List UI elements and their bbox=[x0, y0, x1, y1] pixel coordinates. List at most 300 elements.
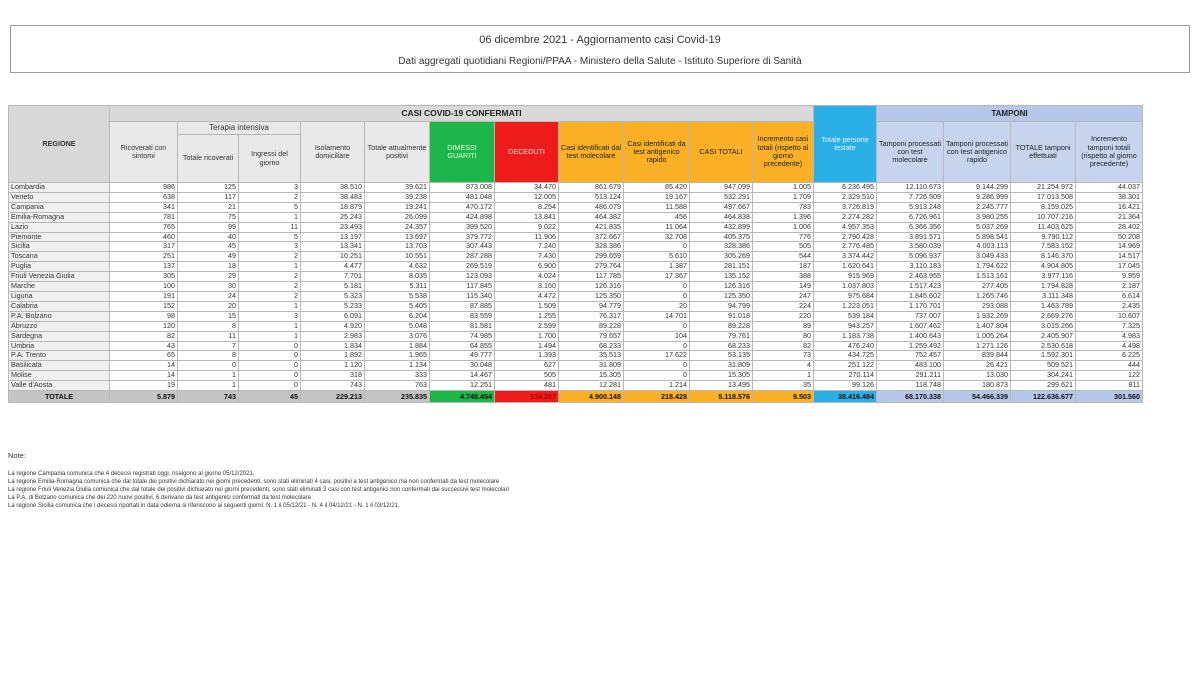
table-cell: 35 bbox=[753, 381, 814, 391]
group-casi-confermati: CASI COVID-19 CONFERMATI bbox=[110, 106, 814, 122]
table-cell: 4.983 bbox=[1076, 331, 1143, 341]
table-cell: 279.764 bbox=[559, 262, 624, 272]
col-ti-totale: Totale ricoverati bbox=[178, 135, 239, 183]
table-cell: 9.790.112 bbox=[1011, 232, 1076, 242]
table-cell: 1.006 bbox=[753, 222, 814, 232]
table-cell: 456 bbox=[624, 212, 690, 222]
table-cell: 7.325 bbox=[1076, 321, 1143, 331]
table-body bbox=[9, 183, 1143, 403]
table-cell: 21 bbox=[178, 202, 239, 212]
table-cell: 4.904.805 bbox=[1011, 262, 1076, 272]
table-cell: 126.316 bbox=[559, 282, 624, 292]
table-cell: 5.405 bbox=[365, 301, 430, 311]
table-cell: 1 bbox=[178, 371, 239, 381]
table-cell: 943.257 bbox=[814, 321, 877, 331]
table-cell: 247 bbox=[753, 291, 814, 301]
table-cell: 31.809 bbox=[559, 361, 624, 371]
table-cell: 509.521 bbox=[1011, 361, 1076, 371]
table-cell: 1.037.803 bbox=[814, 282, 877, 292]
table-cell: 0 bbox=[239, 351, 301, 361]
table-row bbox=[9, 291, 1143, 301]
total-cell: 5.118.576 bbox=[690, 391, 753, 403]
table-cell: 3.580.039 bbox=[877, 242, 944, 252]
table-cell: 486.079 bbox=[559, 202, 624, 212]
table-cell: 328.386 bbox=[559, 242, 624, 252]
table-cell: 10.707.216 bbox=[1011, 212, 1076, 222]
table-cell: 99.126 bbox=[814, 381, 877, 391]
table-cell: 99 bbox=[178, 222, 239, 232]
table-cell: 17.013.508 bbox=[1011, 192, 1076, 202]
table-cell: 0 bbox=[239, 361, 301, 371]
table-cell: 126.316 bbox=[690, 282, 753, 292]
table-cell: 281.151 bbox=[690, 262, 753, 272]
table-cell: 40 bbox=[178, 232, 239, 242]
table-row bbox=[9, 321, 1143, 331]
total-cell: 54.466.339 bbox=[944, 391, 1011, 403]
table-cell: 307.443 bbox=[430, 242, 495, 252]
table-cell: 100 bbox=[110, 282, 178, 292]
table-cell: 464.838 bbox=[690, 212, 753, 222]
table-cell: 2 bbox=[239, 291, 301, 301]
region-name-cell: Basilicata bbox=[9, 361, 110, 371]
table-cell: 10.607 bbox=[1076, 311, 1143, 321]
region-name-cell: Campania bbox=[9, 202, 110, 212]
table-cell: 1 bbox=[178, 381, 239, 391]
note-line: La regione Campania comunica che 4 decessi registrati oggi, risalgono al giorno 05/12/2021. bbox=[8, 471, 255, 477]
table-cell: 6.366.356 bbox=[877, 222, 944, 232]
group-tamponi: TAMPONI bbox=[877, 106, 1143, 122]
table-row bbox=[9, 183, 1143, 193]
table-cell: 1.396 bbox=[753, 212, 814, 222]
table-cell: 3.977.116 bbox=[1011, 272, 1076, 282]
table-cell: 1.845.602 bbox=[877, 291, 944, 301]
report-header bbox=[10, 25, 1190, 73]
total-cell: 45 bbox=[239, 391, 301, 403]
table-cell: 17.622 bbox=[624, 351, 690, 361]
table-cell: 737.007 bbox=[877, 311, 944, 321]
table-cell: 14.517 bbox=[1076, 252, 1143, 262]
table-cell: 80 bbox=[753, 331, 814, 341]
table-cell: 1.463.789 bbox=[1011, 301, 1076, 311]
table-cell: 49 bbox=[178, 252, 239, 262]
table-cell: 79.657 bbox=[559, 331, 624, 341]
total-cell: 301.560 bbox=[1076, 391, 1143, 403]
table-cell: 135.152 bbox=[690, 272, 753, 282]
table-cell: 64.855 bbox=[430, 341, 495, 351]
table-cell: 873.008 bbox=[430, 183, 495, 193]
table-cell: 291.211 bbox=[877, 371, 944, 381]
table-cell: 986 bbox=[110, 183, 178, 193]
table-cell: 8.035 bbox=[365, 272, 430, 282]
table-row bbox=[9, 341, 1143, 351]
table-cell: 1.620.641 bbox=[814, 262, 877, 272]
table-cell: 25.243 bbox=[301, 212, 365, 222]
table-cell: 743 bbox=[301, 381, 365, 391]
table-cell: 9.286.999 bbox=[944, 192, 1011, 202]
table-cell: 2.983 bbox=[301, 331, 365, 341]
table-cell: 421.835 bbox=[559, 222, 624, 232]
col-attualmente-positivi: Totale attualmente positivi bbox=[365, 122, 430, 183]
table-cell: 3.374.442 bbox=[814, 252, 877, 262]
table-cell: 1.170.701 bbox=[877, 301, 944, 311]
total-cell: 235.835 bbox=[365, 391, 430, 403]
table-cell: 1.407.804 bbox=[944, 321, 1011, 331]
table-cell: 4 bbox=[753, 361, 814, 371]
table-cell: 13.703 bbox=[365, 242, 430, 252]
table-cell: 839.844 bbox=[944, 351, 1011, 361]
table-cell: 85.420 bbox=[624, 183, 690, 193]
col-dimessi-guariti: DIMESSI GUARITI bbox=[430, 122, 495, 183]
table-cell: 3 bbox=[239, 242, 301, 252]
table-cell: 915.969 bbox=[814, 272, 877, 282]
table-cell: 1 bbox=[239, 301, 301, 311]
table-cell: 75 bbox=[178, 212, 239, 222]
table-row bbox=[9, 262, 1143, 272]
table-cell: 31.809 bbox=[690, 361, 753, 371]
table-cell: 1.517.423 bbox=[877, 282, 944, 292]
total-cell: 134.287 bbox=[495, 391, 559, 403]
table-cell: 11.064 bbox=[624, 222, 690, 232]
col-tamponi-incremento: Incremento tamponi totali (rispetto al giorno precedente) bbox=[1076, 122, 1143, 183]
col-casi-totali: CASI TOTALI bbox=[690, 122, 753, 183]
table-cell: 13.841 bbox=[495, 212, 559, 222]
col-ti-ingressi: Ingressi del giorno bbox=[239, 135, 301, 183]
table-cell: 8 bbox=[178, 351, 239, 361]
table-cell: 251 bbox=[110, 252, 178, 262]
table-cell: 11.588 bbox=[624, 202, 690, 212]
table-cell: 1.607.462 bbox=[877, 321, 944, 331]
table-cell: 122 bbox=[1076, 371, 1143, 381]
table-cell: 2 bbox=[239, 272, 301, 282]
table-cell: 481 bbox=[495, 381, 559, 391]
table-cell: 3.110.183 bbox=[877, 262, 944, 272]
table-cell: 4.472 bbox=[495, 291, 559, 301]
table-cell: 83.559 bbox=[430, 311, 495, 321]
table-cell: 1.834 bbox=[301, 341, 365, 351]
notes-section bbox=[8, 452, 1108, 510]
table-cell: 220 bbox=[753, 311, 814, 321]
table-cell: 20 bbox=[624, 301, 690, 311]
table-cell: 82 bbox=[753, 341, 814, 351]
table-cell: 115.340 bbox=[430, 291, 495, 301]
table-cell: 2.776.485 bbox=[814, 242, 877, 252]
note-line: La regione Emilia-Romagna comunica che dal totale dei positivi dichiarato nei giorni precedenti, sono stati eliminati 4 casi, positivi a test antigenico ma non confermati da test molecolare bbox=[8, 479, 500, 485]
table-cell: 53.135 bbox=[690, 351, 753, 361]
table-cell: 12.110.673 bbox=[877, 183, 944, 193]
table-cell: 505 bbox=[495, 371, 559, 381]
table-row bbox=[9, 232, 1143, 242]
table-cell: 1.259.492 bbox=[877, 341, 944, 351]
table-cell: 5.898.541 bbox=[944, 232, 1011, 242]
table-cell: 30.048 bbox=[430, 361, 495, 371]
col-persone-testate: Totale persone testate bbox=[814, 106, 877, 183]
note-line: La regione Friuli Venezia Giulia comunica che dal totale dei positivi dichiarato nei giorni precedenti, sono stati eliminati 3 casi con test antigenici non confermati dai successivi test molecolari bbox=[8, 487, 509, 493]
table-cell: 765 bbox=[110, 222, 178, 232]
table-cell: 191 bbox=[110, 291, 178, 301]
table-row bbox=[9, 242, 1143, 252]
table-cell: 18 bbox=[178, 262, 239, 272]
table-cell: 12.005 bbox=[495, 192, 559, 202]
table-cell: 5.233 bbox=[301, 301, 365, 311]
col-incremento-casi: Incremento casi totali (rispetto al giorno precedente) bbox=[753, 122, 814, 183]
table-cell: 9.959 bbox=[1076, 272, 1143, 282]
table-cell: 11 bbox=[178, 331, 239, 341]
region-name-cell: Umbria bbox=[9, 341, 110, 351]
table-cell: 17.367 bbox=[624, 272, 690, 282]
region-name-cell: Sardegna bbox=[9, 331, 110, 341]
table-cell: 638 bbox=[110, 192, 178, 202]
table-cell: 82 bbox=[110, 331, 178, 341]
table-cell: 1 bbox=[239, 262, 301, 272]
table-cell: 2.405.907 bbox=[1011, 331, 1076, 341]
table-cell: 0 bbox=[178, 361, 239, 371]
table-cell: 104 bbox=[624, 331, 690, 341]
col-casi-molecolare: Casi identificati dal test molecolare bbox=[559, 122, 624, 183]
table-cell: 45 bbox=[178, 242, 239, 252]
table-cell: 117.845 bbox=[430, 282, 495, 292]
col-tamponi-totale: TOTALE tamponi effettuati bbox=[1011, 122, 1076, 183]
table-cell: 341 bbox=[110, 202, 178, 212]
region-name-cell: P.A. Trento bbox=[9, 351, 110, 361]
table-cell: 19.167 bbox=[624, 192, 690, 202]
table-cell: 21.364 bbox=[1076, 212, 1143, 222]
table-cell: 497.667 bbox=[690, 202, 753, 212]
region-name-cell: Puglia bbox=[9, 262, 110, 272]
table-cell: 14 bbox=[110, 361, 178, 371]
table-cell: 752.457 bbox=[877, 351, 944, 361]
table-cell: 763 bbox=[365, 381, 430, 391]
table-cell: 18.879 bbox=[301, 202, 365, 212]
table-cell: 1.700 bbox=[495, 331, 559, 341]
table-cell: 2.669.276 bbox=[1011, 311, 1076, 321]
table-cell: 2.599 bbox=[495, 321, 559, 331]
table-cell: 4.477 bbox=[301, 262, 365, 272]
total-cell: 9.503 bbox=[753, 391, 814, 403]
table-cell: 187 bbox=[753, 262, 814, 272]
table-cell: 32.708 bbox=[624, 232, 690, 242]
table-cell: 0 bbox=[624, 282, 690, 292]
table-cell: 1.513.161 bbox=[944, 272, 1011, 282]
table-cell: 1.892 bbox=[301, 351, 365, 361]
table-cell: 12.281 bbox=[559, 381, 624, 391]
table-cell: 270.114 bbox=[814, 371, 877, 381]
table-cell: 2.435 bbox=[1076, 301, 1143, 311]
col-regione: REGIONE bbox=[9, 106, 110, 183]
table-cell: 43 bbox=[110, 341, 178, 351]
table-cell: 76.317 bbox=[559, 311, 624, 321]
table-cell: 123.093 bbox=[430, 272, 495, 282]
table-cell: 117 bbox=[178, 192, 239, 202]
table-cell: 3.111.348 bbox=[1011, 291, 1076, 301]
table-cell: 3 bbox=[239, 183, 301, 193]
table-cell: 8.254 bbox=[495, 202, 559, 212]
table-cell: 299.621 bbox=[1011, 381, 1076, 391]
report-title: 06 dicembre 2021 - Aggiornamento casi Covid-19 bbox=[479, 34, 721, 46]
table-cell: 1.709 bbox=[753, 192, 814, 202]
total-cell: 743 bbox=[178, 391, 239, 403]
table-cell: 3.015.266 bbox=[1011, 321, 1076, 331]
table-cell: 1.884 bbox=[365, 341, 430, 351]
col-tamponi-molecolare: Tamponi processati con test molecolare bbox=[877, 122, 944, 183]
table-cell: 269.519 bbox=[430, 262, 495, 272]
table-cell: 5 bbox=[239, 232, 301, 242]
table-cell: 13.197 bbox=[301, 232, 365, 242]
table-cell: 1.965 bbox=[365, 351, 430, 361]
table-cell: 94.779 bbox=[559, 301, 624, 311]
table-cell: 87.885 bbox=[430, 301, 495, 311]
table-cell: 68.233 bbox=[690, 341, 753, 351]
table-cell: 4.957.353 bbox=[814, 222, 877, 232]
table-cell: 21.254.972 bbox=[1011, 183, 1076, 193]
col-tamponi-antigenico: Tamponi processati con test antigenico rapido bbox=[944, 122, 1011, 183]
table-cell: 444 bbox=[1076, 361, 1143, 371]
table-cell: 861.679 bbox=[559, 183, 624, 193]
table-cell: 5.323 bbox=[301, 291, 365, 301]
table-cell: 405.375 bbox=[690, 232, 753, 242]
table-cell: 28.402 bbox=[1076, 222, 1143, 232]
table-cell: 947.099 bbox=[690, 183, 753, 193]
covid-cases-table bbox=[8, 105, 1143, 403]
region-name-cell: Veneto bbox=[9, 192, 110, 202]
table-cell: 68.233 bbox=[559, 341, 624, 351]
table-cell: 26.421 bbox=[944, 361, 1011, 371]
table-cell: 3.726.819 bbox=[814, 202, 877, 212]
table-cell: 783 bbox=[753, 202, 814, 212]
table-cell: 544 bbox=[753, 252, 814, 262]
table-cell: 379.772 bbox=[430, 232, 495, 242]
table-cell: 6.614 bbox=[1076, 291, 1143, 301]
table-cell: 15 bbox=[178, 311, 239, 321]
table-cell: 0 bbox=[624, 321, 690, 331]
table-cell: 6.091 bbox=[301, 311, 365, 321]
table-cell: 7.430 bbox=[495, 252, 559, 262]
table-cell: 7.726.509 bbox=[877, 192, 944, 202]
table-cell: 7.240 bbox=[495, 242, 559, 252]
table-cell: 0 bbox=[239, 371, 301, 381]
table-cell: 4.920 bbox=[301, 321, 365, 331]
table-cell: 6.900 bbox=[495, 262, 559, 272]
table-cell: 293.088 bbox=[944, 301, 1011, 311]
table-row bbox=[9, 311, 1143, 321]
table-cell: 8 bbox=[178, 321, 239, 331]
table-cell: 74.985 bbox=[430, 331, 495, 341]
table-row bbox=[9, 301, 1143, 311]
table-row bbox=[9, 272, 1143, 282]
region-name-cell: Emilia-Romagna bbox=[9, 212, 110, 222]
table-cell: 65 bbox=[110, 351, 178, 361]
table-cell: 24.357 bbox=[365, 222, 430, 232]
table-row bbox=[9, 222, 1143, 232]
table-cell: 19 bbox=[110, 381, 178, 391]
region-name-cell: Sicilia bbox=[9, 242, 110, 252]
table-cell: 5.610 bbox=[624, 252, 690, 262]
table-cell: 464.382 bbox=[559, 212, 624, 222]
total-row bbox=[9, 391, 1143, 403]
table-cell: 432.899 bbox=[690, 222, 753, 232]
table-cell: 388 bbox=[753, 272, 814, 282]
table-cell: 152 bbox=[110, 301, 178, 311]
table-cell: 5.913.248 bbox=[877, 202, 944, 212]
table-cell: 1.183.738 bbox=[814, 331, 877, 341]
table-cell: 6.225 bbox=[1076, 351, 1143, 361]
table-cell: 0 bbox=[624, 361, 690, 371]
table-cell: 8.159.025 bbox=[1011, 202, 1076, 212]
table-cell: 287.288 bbox=[430, 252, 495, 262]
table-cell: 318 bbox=[301, 371, 365, 381]
table-cell: 305 bbox=[110, 272, 178, 282]
table-cell: 4.024 bbox=[495, 272, 559, 282]
notes-title: Note: bbox=[8, 451, 26, 460]
table-cell: 0 bbox=[624, 291, 690, 301]
table-row bbox=[9, 252, 1143, 262]
table-row bbox=[9, 192, 1143, 202]
table-cell: 2.790.428 bbox=[814, 232, 877, 242]
table-cell: 2.463.955 bbox=[877, 272, 944, 282]
region-name-cell: Valle d'Aosta bbox=[9, 381, 110, 391]
total-cell: 122.636.677 bbox=[1011, 391, 1076, 403]
region-name-cell: Calabria bbox=[9, 301, 110, 311]
region-name-cell: Friuli Venezia Giulia bbox=[9, 272, 110, 282]
table-cell: 224 bbox=[753, 301, 814, 311]
table-cell: 34.470 bbox=[495, 183, 559, 193]
table-cell: 137 bbox=[110, 262, 178, 272]
table-cell: 125 bbox=[178, 183, 239, 193]
table-cell: 81.581 bbox=[430, 321, 495, 331]
region-name-cell: P.A. Bolzano bbox=[9, 311, 110, 321]
table-cell: 3.891.571 bbox=[877, 232, 944, 242]
table-cell: 5.048 bbox=[365, 321, 430, 331]
table-cell: 14.701 bbox=[624, 311, 690, 321]
table-cell: 118.748 bbox=[877, 381, 944, 391]
table-cell: 5.311 bbox=[365, 282, 430, 292]
table-cell: 26.099 bbox=[365, 212, 430, 222]
table-cell: 35.513 bbox=[559, 351, 624, 361]
table-cell: 2.274.282 bbox=[814, 212, 877, 222]
col-deceduti: DECEDUTI bbox=[495, 122, 559, 183]
table-cell: 14.969 bbox=[1076, 242, 1143, 252]
table-cell: 44.037 bbox=[1076, 183, 1143, 193]
table-cell: 11.403.625 bbox=[1011, 222, 1076, 232]
table-cell: 481.048 bbox=[430, 192, 495, 202]
table-row bbox=[9, 331, 1143, 341]
table-cell: 9.144.299 bbox=[944, 183, 1011, 193]
table-cell: 399.520 bbox=[430, 222, 495, 232]
table-cell: 1.271.126 bbox=[944, 341, 1011, 351]
table-cell: 2 bbox=[239, 192, 301, 202]
table-cell: 180.873 bbox=[944, 381, 1011, 391]
table-cell: 781 bbox=[110, 212, 178, 222]
table-cell: 3.980.255 bbox=[944, 212, 1011, 222]
table-row bbox=[9, 381, 1143, 391]
table-cell: 7.701 bbox=[301, 272, 365, 282]
table-cell: 5 bbox=[239, 202, 301, 212]
table-cell: 460 bbox=[110, 232, 178, 242]
table-cell: 317 bbox=[110, 242, 178, 252]
table-cell: 89.228 bbox=[559, 321, 624, 331]
table-cell: 39.238 bbox=[365, 192, 430, 202]
region-name-cell: Liguria bbox=[9, 291, 110, 301]
table-cell: 19.241 bbox=[365, 202, 430, 212]
table-cell: 3 bbox=[239, 311, 301, 321]
region-name-cell: Lazio bbox=[9, 222, 110, 232]
table-cell: 470.172 bbox=[430, 202, 495, 212]
table-cell: 1.494 bbox=[495, 341, 559, 351]
table-cell: 89.228 bbox=[690, 321, 753, 331]
table-cell: 2.530.618 bbox=[1011, 341, 1076, 351]
table-cell: 149 bbox=[753, 282, 814, 292]
table-cell: 1.932.269 bbox=[944, 311, 1011, 321]
table-cell: 3.076 bbox=[365, 331, 430, 341]
